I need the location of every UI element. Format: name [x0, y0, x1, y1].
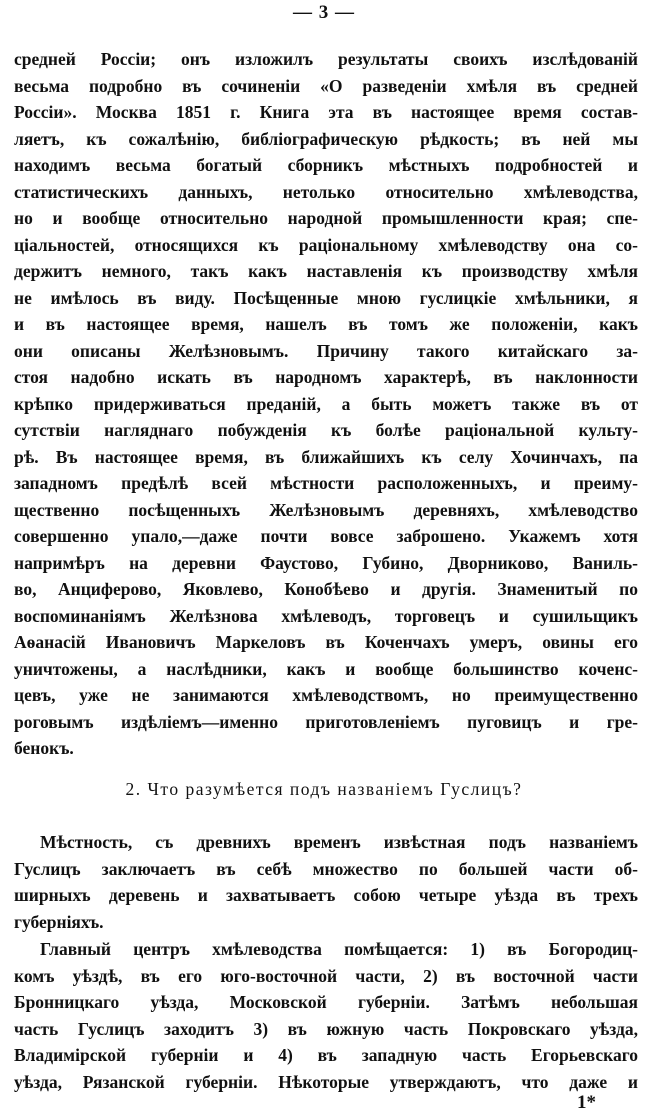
section-heading: 2. Что разумѣется подъ названіемъ Гуслицъ?: [125, 779, 523, 799]
text-line: часть Гуслицъ заходитъ 3) въ южную часть Покровскаго уѣзда,: [14, 1018, 638, 1039]
text-line: но и вообще относительно народной промышленности края; спе-: [14, 208, 638, 228]
text-line: воспоминаніямъ Желѣзнова хмѣлеводъ, торговецъ и сушильщикъ: [14, 605, 638, 626]
text-line: находимъ весьма богатый сборникъ мѣстныхъ подробностей и: [14, 155, 638, 175]
text-line: крѣпко придерживаться преданій, а быть можетъ также въ от: [14, 393, 638, 414]
page-number: — 3 —: [293, 2, 355, 23]
text-line: ширныхъ деревень и захватываетъ собою четыре уѣзда въ трехъ: [14, 885, 638, 905]
text-line: Гуслицъ заключаетъ въ себѣ множество по большей части об-: [14, 858, 638, 879]
text-line: западномъ предѣлѣ всей мѣстности расположенныхъ, и преиму-: [14, 473, 638, 493]
text-line: уѣзда, Рязанской губерніи. Нѣкоторые утверждаютъ, что даже и: [14, 1071, 638, 1092]
text-line: ляетъ, къ сожалѣнію, библіографическую рѣдкость; въ ней мы: [14, 128, 638, 149]
text-line: статистическихъ данныхъ, нетолько относительно хмѣлеводства,: [14, 181, 638, 202]
signature-mark: 1*: [577, 1092, 596, 1113]
text-line: ціальностей, относящихся къ раціональному хмѣлеводству она со-: [14, 234, 638, 255]
text-line: Бронницкаго уѣзда, Московской губерніи. Затѣмъ небольшая: [14, 992, 638, 1012]
text-line: они описаны Желѣзновымъ. Причину такого китайскаго за-: [14, 340, 638, 361]
paragraph-2: [14, 829, 638, 935]
paragraph-1: [14, 46, 638, 762]
text-line: Владимірской губерніи и 4) въ западную часть Егорьевскаго: [14, 1045, 638, 1065]
text-line: комъ уѣздѣ, въ его юго-восточной части, 2) въ восточной части: [14, 965, 638, 986]
text-line: во, Анциферово, Яковлево, Конобѣево и другія. Знаменитый по: [14, 579, 638, 599]
text-line: сутствіи нагляднаго побужденія къ болѣе раціональной культу-: [14, 420, 638, 440]
text-line: средней Россіи; онъ изложилъ результаты своихъ изслѣдованій: [14, 49, 638, 69]
text-line: рѣ. Въ настоящее время, въ ближайшихъ къ селу Хочинчахъ, па: [14, 446, 638, 467]
text-line: Аѳанасій Ивановичъ Маркеловъ въ Коченчахъ умеръ, овины его: [14, 632, 638, 652]
text-line: весьма подробно въ сочиненіи «О разведеніи хмѣля въ средней: [14, 75, 638, 96]
text-line: бенокъ.: [14, 738, 74, 758]
text-line: цевъ, уже не занимаются хмѣлеводствомъ, но преимущественно: [14, 685, 638, 705]
text-line: щественно посѣщенныхъ Желѣзновымъ деревняхъ, хмѣлеводство: [14, 499, 638, 520]
text-line: держитъ немного, такъ какъ наставленія къ производству хмѣля: [14, 261, 638, 281]
text-line: напримѣръ на деревни Фаустово, Губино, Дворниково, Ваниль-: [14, 552, 638, 573]
text-line: стоя надобно искать въ народномъ характерѣ, въ наклонности: [14, 367, 638, 387]
paragraph-3: [14, 936, 638, 1095]
text-line: роговымъ издѣліемъ—именно приготовленіемъ пуговицъ и гре-: [14, 711, 638, 732]
text-line: и въ настоящее время, нашелъ въ томъ же положеніи, какъ: [14, 314, 638, 334]
text-line: губерніяхъ.: [14, 911, 104, 932]
text-line: не имѣлось въ виду. Посѣщенные мною гуслицкіе хмѣльники, я: [14, 287, 638, 308]
text-line: Главный центръ хмѣлеводства помѣщается: 1) въ Богородиц-: [40, 939, 638, 959]
text-line: Россіи». Москва 1851 г. Книга эта въ настоящее время состав-: [14, 102, 638, 122]
text-line: совершенно упало,—даже почти вовсе заброшено. Укажемъ хотя: [14, 526, 638, 546]
text-line: Мѣстность, съ древнихъ временъ извѣстная подъ названіемъ: [40, 832, 638, 852]
text-line: уничтожены, а наслѣдники, какъ и вообще большинство коченс-: [14, 658, 638, 679]
